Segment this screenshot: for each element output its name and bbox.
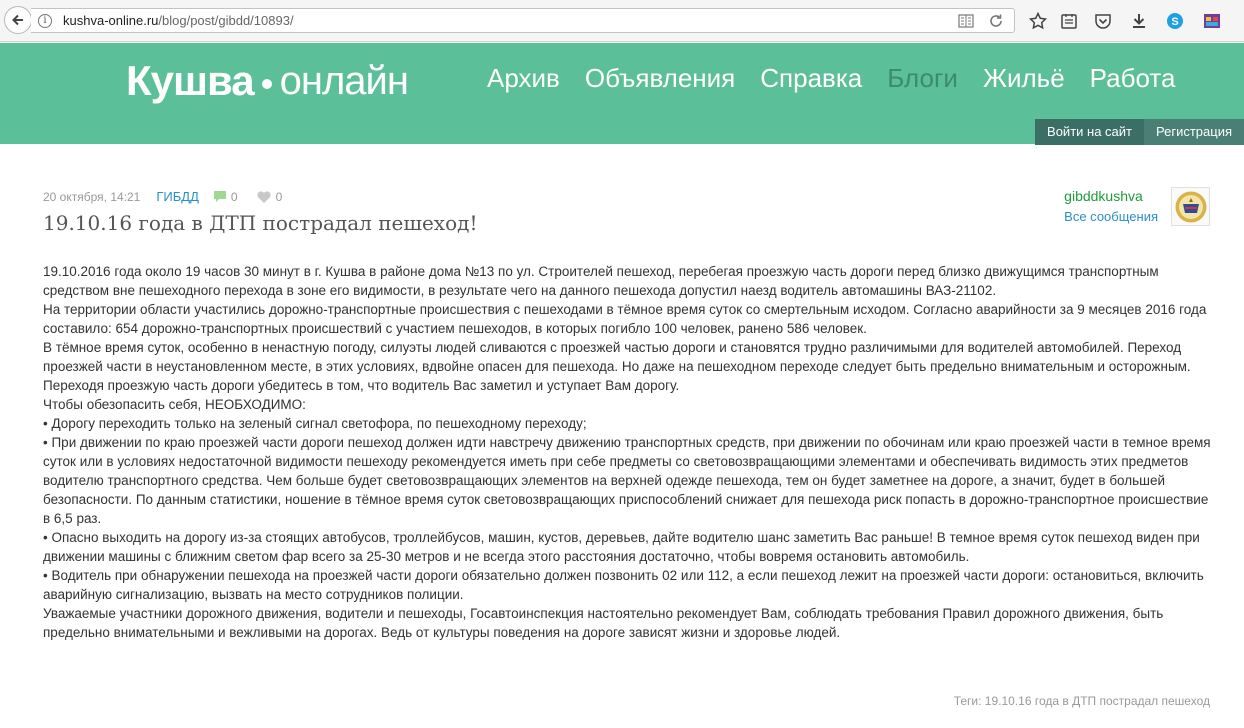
nav-blogs[interactable]: Блоги	[887, 63, 958, 93]
site-logo[interactable]	[126, 53, 408, 109]
comment-icon	[213, 190, 227, 203]
logo-sub-text: онлайн	[279, 58, 408, 103]
post-list-item: • При движении по краю проезжей части дороги пешеход должен идти навстречу движению транспортных средств, при движении по обочинам или краю проезжей части в темное время суток или в условиях недостаточной видимости пешеходу рекомендуется иметь при себе предметы со световозвращающими элементами и обеспечивать видимость этих предметов водителю транспортного средства. Чем больше будет световозвращающих элементов на верхней одежде пешехода, тем он будет заметнее на дороге, а значит, будет в большей безопасности. По данным статистики, ношение в тёмное время суток световозвращающих приспособлений снижает для пешехода риск попасть в дорожно-транспортное происшествие в 6,5 раз.	[43, 435, 1211, 526]
heart-icon	[256, 190, 272, 204]
reading-list-icon[interactable]	[1059, 11, 1079, 31]
comments-count[interactable]	[213, 190, 238, 204]
nav-housing[interactable]: Жильё	[982, 63, 1065, 93]
all-posts-link[interactable]: Все сообщения	[1064, 209, 1158, 224]
svg-text:S: S	[1171, 16, 1179, 28]
post-paragraph: На территории области участились дорожно-транспортные происшествия с пешеходами в тёмное время суток со смертельным исходом. Согласно аварийности за 9 месяцев 2016 года составило: 654 дорожно-транспортных происшествий с участием пешеходов, в которых погибло 100 человек, ранено 586 человек.	[43, 302, 1207, 336]
login-link[interactable]: Войти на сайт	[1047, 124, 1132, 139]
author-avatar[interactable]	[1171, 187, 1210, 226]
arrow-left-icon	[11, 13, 25, 27]
auth-bar	[1035, 119, 1244, 145]
nav-archive[interactable]: Архив	[487, 63, 560, 93]
nav-ads[interactable]: Объявления	[584, 63, 736, 93]
info-icon[interactable]: i	[38, 14, 52, 28]
nav-jobs[interactable]: Работа	[1089, 63, 1176, 93]
back-button[interactable]	[4, 6, 32, 34]
post-category-link[interactable]: ГИБДД	[156, 189, 199, 204]
url-text[interactable]	[63, 13, 294, 28]
skype-icon[interactable]	[1165, 11, 1185, 31]
nav-reference[interactable]: Справка	[760, 63, 863, 93]
author-block	[1064, 188, 1158, 224]
post-title: 19.10.16 года в ДТП пострадал пешеход!	[43, 211, 478, 235]
comments-count-value: 0	[230, 189, 238, 204]
post-date: 20 октября, 14:21	[43, 189, 141, 204]
post-paragraph: Чтобы обезопасить себя, НЕОБХОДИМО:	[43, 397, 306, 412]
post-paragraph: 19.10.2016 года около 19 часов 30 минут в г. Кушва в районе дома №13 по ул. Строителей пешеход, перебегая проезжую часть дороги перед близко движущимся транспортным средством вне пешеходного перехода в зоне его видимости, в результате чего на данного пешехода допустил наезд водитель автомашины ВАЗ-21102.	[43, 264, 1159, 298]
site-header	[0, 43, 1244, 144]
main-nav	[487, 63, 1200, 94]
post-list-item: • Дорогу переходить только на зеленый сигнал светофора, по пешеходному переходу;	[43, 416, 587, 431]
reader-view-icon[interactable]	[958, 14, 974, 28]
post-paragraph: Уважаемые участники дорожного движения, водители и пешеходы, Госавтоинспекция настоятельно рекомендует Вам, соблюдать требования Правил дорожного движения, быть предельно внимательными и вежливыми на дорогах. Ведь от культуры поведения на дороге зависят жизни и здоровье людей.	[43, 606, 1164, 640]
bookmark-star-icon[interactable]	[1028, 11, 1048, 31]
register-link[interactable]: Регистрация	[1144, 119, 1244, 145]
address-bar[interactable]	[31, 8, 1015, 33]
author-link[interactable]: gibddkushva	[1064, 188, 1143, 204]
extension-icon[interactable]	[1202, 11, 1222, 31]
logo-dot	[262, 79, 272, 89]
pocket-icon[interactable]	[1093, 11, 1113, 31]
download-icon[interactable]	[1129, 11, 1149, 31]
post-body	[43, 262, 1211, 642]
reload-icon[interactable]	[988, 13, 1004, 29]
likes-count[interactable]	[256, 190, 283, 204]
browser-toolbar	[0, 0, 1244, 42]
post-meta	[43, 189, 300, 204]
gibdd-emblem-icon	[1174, 190, 1208, 224]
likes-count-value: 0	[275, 189, 283, 204]
post-list-item: • Водитель при обнаружении пешехода на проезжей части дороги обязательно должен позвонить 02 или 112, а если пешеход лежит на проезжей части дороги: остановиться, включить аварийную сигнализацию, вызвать на место сотрудников полиции.	[43, 568, 1204, 602]
logo-main-text: Кушва	[126, 57, 254, 104]
post-list-item: • Опасно выходить на дорогу из-за стоящих автобусов, троллейбусов, машин, кустов, деревьев, дайте водителю шанс заметить Вас раньше! В темное время суток пешеход виден при движении машины с ближним светом фар всего за 25-30 метров и не всегда этого расстояния достаточно, чтобы вовремя остановить автомобиль.	[43, 530, 1200, 564]
post-tags: Теги: 19.10.16 года в ДТП пострадал пешеход	[953, 694, 1210, 708]
url-domain: kushva-online.ru	[63, 13, 159, 28]
post-paragraph: В тёмное время суток, особенно в ненастную погоду, силуэты людей сливаются с проезжей частью дороги и становятся трудно различимыми для водителей автомобилей. Переход проезжей части в неустановленном месте, в этих условиях, вдвойне опасен для пешехода. Но даже на пешеходном переходе следует быть предельно внимательным и осторожным. Переходя проезжую часть дороги убедитесь в том, что водитель Вас заметил и уступает Вам дорогу.	[43, 340, 1191, 393]
url-path: /blog/post/gibdd/10893/	[158, 13, 294, 28]
